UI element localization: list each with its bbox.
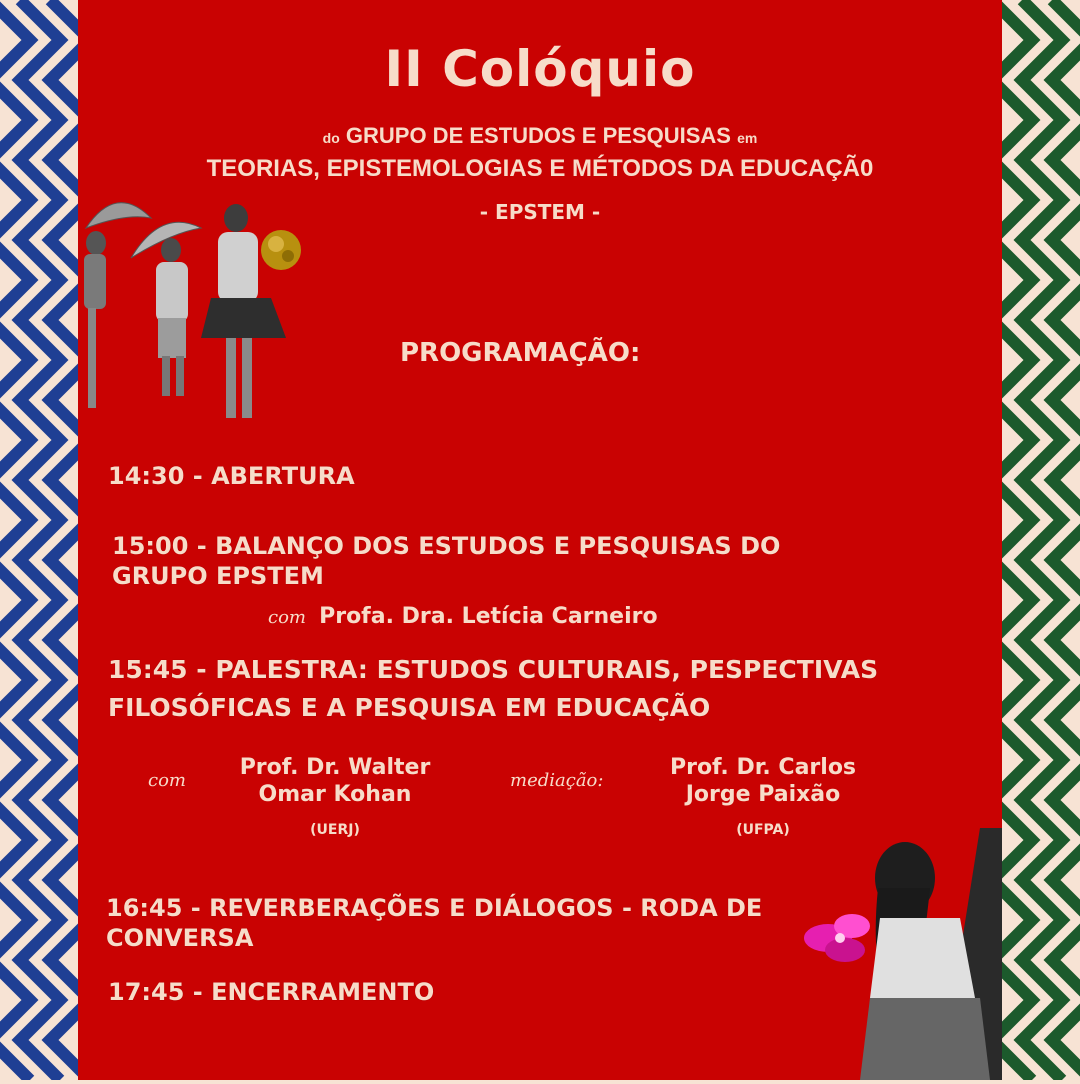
left-zigzag-border bbox=[0, 0, 78, 1080]
mediator-name-line-1: Prof. Dr. Carlos bbox=[669, 755, 857, 780]
with-label: com bbox=[268, 607, 306, 628]
subtitle-main: GRUPO DE ESTUDOS E PESQUISAS bbox=[345, 123, 731, 148]
girl-flower-photo bbox=[790, 828, 1002, 1080]
mediation-label: mediação: bbox=[510, 770, 604, 791]
schedule-item-3-line-1: 15:45 - PALESTRA: ESTUDOS CULTURAIS, PESPECTIVAS bbox=[108, 655, 879, 684]
group-abbreviation: - EPSTEM - bbox=[479, 200, 601, 224]
schedule-item-closing: 17:45 - ENCERRAMENTO bbox=[108, 978, 435, 1006]
subtitle-line-2: TEORIAS, EPISTEMOLOGIAS E MÉTODOS DA EDUCAÇÃ0 bbox=[206, 155, 874, 182]
speaker-name: Profa. Dra. Letícia Carneiro bbox=[319, 604, 658, 629]
right-zigzag-border bbox=[1002, 0, 1080, 1080]
schedule-item-2-speaker bbox=[268, 604, 658, 629]
speaker-name-line-1: Prof. Dr. Walter bbox=[239, 755, 431, 780]
schedule-item-2-line-1: 15:00 - BALANÇO DOS ESTUDOS E PESQUISAS DO bbox=[112, 532, 781, 560]
mediator-name-line-2: Jorge Paixão bbox=[685, 782, 841, 807]
event-title: II Colóquio bbox=[384, 40, 696, 98]
speaker-name-line-2: Omar Kohan bbox=[258, 782, 412, 807]
subtitle-line-1 bbox=[78, 123, 1002, 149]
subtitle-suffix: em bbox=[737, 130, 758, 146]
schedule-item-4-line-2: CONVERSA bbox=[106, 924, 254, 952]
main-panel bbox=[78, 0, 1002, 1080]
schedule-item-opening: 14:30 - ABERTURA bbox=[108, 462, 355, 490]
umbrella-women-photo bbox=[76, 188, 316, 438]
speaker-institution: (UERJ) bbox=[310, 822, 360, 838]
subtitle-prefix: do bbox=[322, 130, 340, 146]
mediator-institution: (UFPA) bbox=[736, 822, 790, 838]
program-heading: PROGRAMAÇÃO: bbox=[400, 338, 641, 368]
schedule-item-4-line-1: 16:45 - REVERBERAÇÕES E DIÁLOGOS - RODA DE bbox=[106, 894, 763, 922]
schedule-item-3-line-2: FILOSÓFICAS E A PESQUISA EM EDUCAÇÃO bbox=[108, 693, 711, 722]
schedule-item-2-line-2: GRUPO EPSTEM bbox=[112, 562, 324, 590]
with-label: com bbox=[148, 770, 186, 791]
